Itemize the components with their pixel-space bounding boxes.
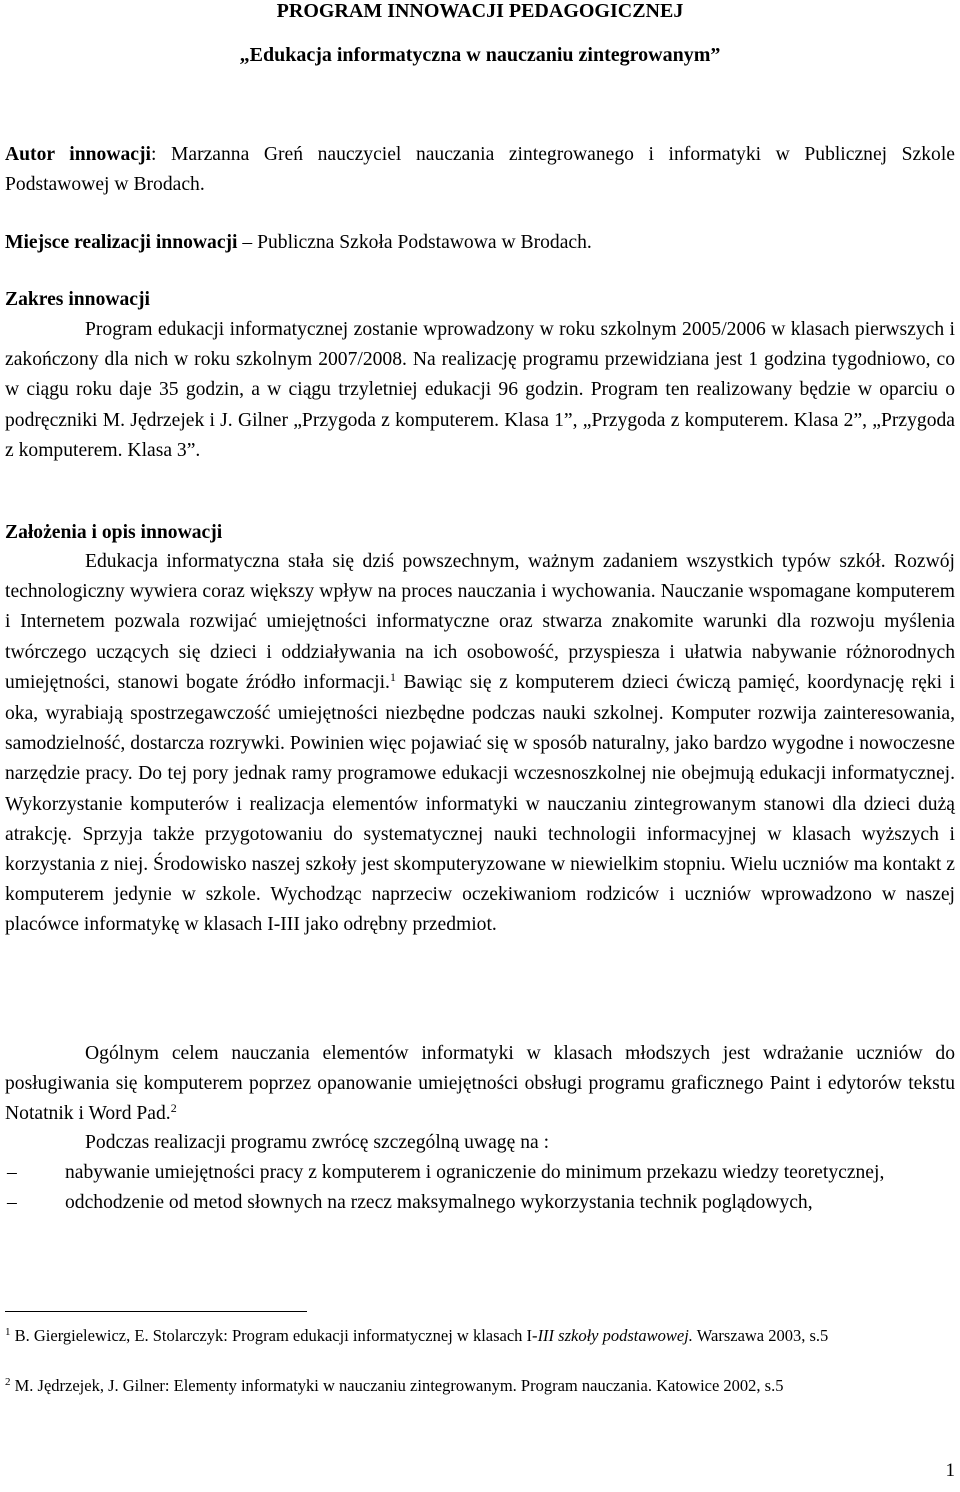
assumptions-heading: Założenia i opis innowacji — [5, 522, 223, 543]
bullet-item — [5, 1188, 955, 1218]
footnote-ref-2: 2 — [170, 1101, 177, 1116]
bullet-text: odchodzenie od metod słownych na rzecz maksymalnego wykorzystania technik poglądowych, — [65, 1192, 813, 1214]
dash-bullet-icon: – — [7, 1192, 17, 1214]
assumptions-paragraph-1 — [5, 547, 955, 941]
scope-paragraph: Program edukacji informatycznej zostanie wprowadzony w roku szkolnym 2005/2006 w klasach pierwszych i zakończony dla nich w roku szkolnym 2007/2008. Na realizację programu przewidziana jest 1 godzina tygodniowo, co w ciągu roku daje 35 godzin, a w ciągu trzyletniej edukacji 96 godzin. Program ten realizowany będzie w oparciu o podręczniki M. Jędrzejek i J. Gilner „Przygoda z komputerem. Klasa 1”, „Przygoda z komputerem. Klasa 2”, „Przygoda z komputerem. Klasa 3”. — [5, 319, 955, 461]
bullet-text: nabywanie umiejętności pracy z komputerem i ograniczenie do minimum przekazu wiedzy teoretycznej, — [65, 1162, 885, 1183]
assumptions-p1-end: Bawiąc się z komputerem dzieci ćwiczą pamięć, koordynację ręki i oka, wyrabiają spostrzegawczość umiejętności niezbędne podczas nauki szkolnej. Komputer rozwija zainteresowania, samodzielność, dostarcza rozrywki. Powinien więc pojawiać się w sposób naturalny, jako bardzo wygodne i nowoczesne narzędzie pracy. Do tej pory jednak ramy programowe edukacji wczesnoszkolnej nie obejmują edukacji informatycznej. Wykorzystanie komputerów i realizacja elementów informatyki w nauczaniu zintegrowanym stanowi dla dzieci dużą atrakcję. Sprzyja także przygotowaniu do systematycznej nauki technologii informacyjnej w klasach wyższych i korzystania z niej. Środowisko naszej szkoły jest skomputeryzowane w niewielkim stopniu. Wielu uczniów ma kontakt z komputerem jedynie w szkole. Wychodząc naprzeciw oczekiwaniom rodziców i uczniów wprowadzono w naszej placówce informatykę w klasach I-III jako odrębny przedmiot. — [5, 671, 956, 936]
page-number: 1 — [945, 1460, 955, 1481]
scope-heading: Zakres innowacji — [5, 289, 150, 310]
author-paragraph — [5, 140, 955, 200]
assumptions-paragraph-2 — [5, 1039, 955, 1131]
bullet-list — [5, 1158, 955, 1218]
footnote-tail-text: Warszawa 2003, s.5 — [692, 1326, 829, 1345]
bullet-item — [5, 1158, 955, 1188]
dash-bullet-icon: – — [7, 1162, 17, 1183]
footnote-ref-1: 1 — [389, 669, 396, 684]
author-label: Autor innowacji — [5, 144, 151, 165]
place-paragraph — [5, 228, 955, 258]
assumptions-p2-text: Ogólnym celem nauczania elementów informatyki w klasach młodszych jest wdrażanie uczniów do posługiwania się komputerem poprzez opanowanie umiejętności obsługi programu graficznego Paint i edytorów tekstu Notatnik i Word Pad. — [5, 1043, 955, 1125]
place-text: Publiczna Szkoła Podstawowa w Brodach. — [252, 232, 592, 253]
footnote-number: 2 — [5, 1376, 11, 1388]
author-text: : Marzanna Greń nauczyciel nauczania zintegrowanego i informatyki w Publicznej Szkole Podstawowej w Brodach. — [5, 144, 955, 196]
footnote-2 — [5, 1373, 955, 1401]
document-title: PROGRAM INNOWACJI PEDAGOGICZNEJ — [276, 0, 684, 22]
footnote-text: M. Jędrzejek, J. Gilner: Elementy informatyki w nauczaniu zintegrowanym. Program nauczania. Katowice 2002, s.5 — [10, 1376, 784, 1395]
footnote-1 — [5, 1323, 955, 1351]
footnote-number: 1 — [5, 1326, 11, 1338]
place-label: Miejsce realizacji innowacji — [5, 232, 238, 253]
document-subtitle: „Edukacja informatyczna w nauczaniu zintegrowanym” — [239, 44, 721, 66]
footnote-divider — [5, 1311, 307, 1312]
place-dash: – — [242, 232, 253, 253]
assumptions-p1-start: Edukacja informatyczna stała się dziś powszechnym, ważnym zadaniem wszystkich typów szkół. Rozwój technologiczny wywiera coraz większy wpływ na proces nauczania i wychowania. Nauczanie wspomagane komputerem i Internetem pozwala rozwijać umiejętności informatyczne oraz stwarza znakomite warunki dla rozwoju myślenia twórczego uczących się dzieci i oddziaływania na ich osobowość, przyspiesza i ułatwia nabywanie różnorodnych umiejętności, stanowi bogate źródło informacji. — [5, 551, 955, 693]
assumptions-paragraph-3: Podczas realizacji programu zwrócę szczególną uwagę na : — [85, 1132, 550, 1153]
footnote-text: B. Giergielewicz, E. Stolarczyk: Program edukacji informatycznej w klasach I- — [10, 1326, 538, 1345]
footnote-italic-text: III szkoły podstawowej. — [537, 1326, 693, 1345]
